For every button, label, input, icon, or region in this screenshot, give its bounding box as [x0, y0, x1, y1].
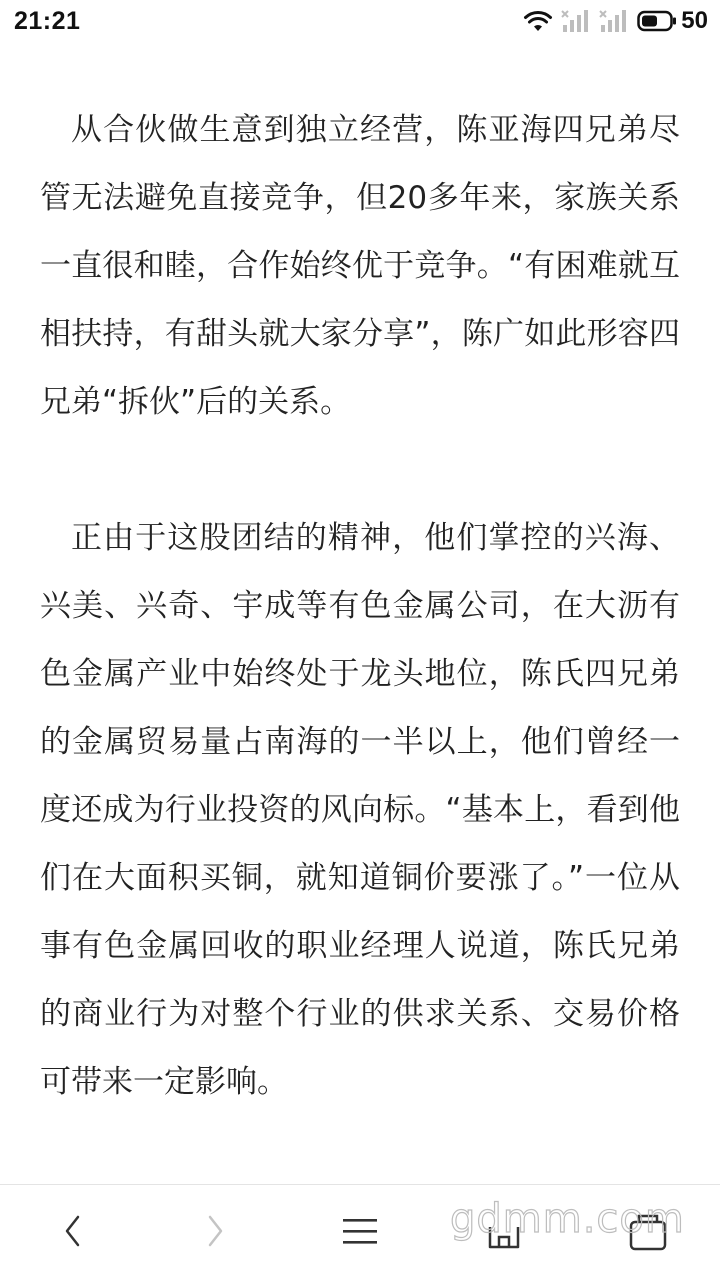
article-paragraph: 正由于这股团结的精神，他们掌控的兴海、兴美、兴奇、宇成等有色金属公司，在大沥有色金属产业中始终处于龙头地位，陈氏四兄弟的金属贸易量占南海的一半以上，他们曾经一度还成为行业投资的风向标。“基本上，看到他们在大面积买铜，就知道铜价要涨了。”一位从事有色金属回收的职业经理人说道，陈氏兄弟的商业行为对整个行业的供求关系、交易价格可带来一定影响。: [40, 520, 680, 1100]
tabs-icon: [627, 1210, 669, 1256]
cell-signal-1-icon: [561, 8, 591, 34]
menu-button[interactable]: [315, 1185, 405, 1281]
chevron-right-icon: [206, 1214, 226, 1252]
battery: [637, 7, 708, 35]
status-bar: [0, 0, 720, 42]
home-button[interactable]: [459, 1185, 549, 1281]
status-icons: [523, 7, 708, 35]
home-icon: [484, 1211, 524, 1255]
back-button[interactable]: [27, 1185, 117, 1281]
tabs-button[interactable]: [603, 1185, 693, 1281]
menu-icon: [342, 1216, 378, 1250]
article-body: [0, 42, 720, 1116]
battery-level: 50: [681, 7, 708, 34]
status-time: 21:21: [14, 6, 81, 35]
chevron-left-icon: [62, 1214, 82, 1252]
wifi-icon: [523, 9, 553, 33]
bottom-navigation-bar: [0, 1184, 720, 1280]
forward-button[interactable]: [171, 1185, 261, 1281]
cell-signal-2-icon: [599, 8, 629, 34]
battery-icon: [637, 10, 677, 32]
article-paragraph: 从合伙做生意到独立经营，陈亚海四兄弟尽管无法避免直接竞争，但20多年来，家族关系一直很和睦，合作始终优于竞争。“有困难就互相扶持，有甜头就大家分享”，陈广如此形容四兄弟“拆伙”后的关系。: [40, 112, 680, 420]
